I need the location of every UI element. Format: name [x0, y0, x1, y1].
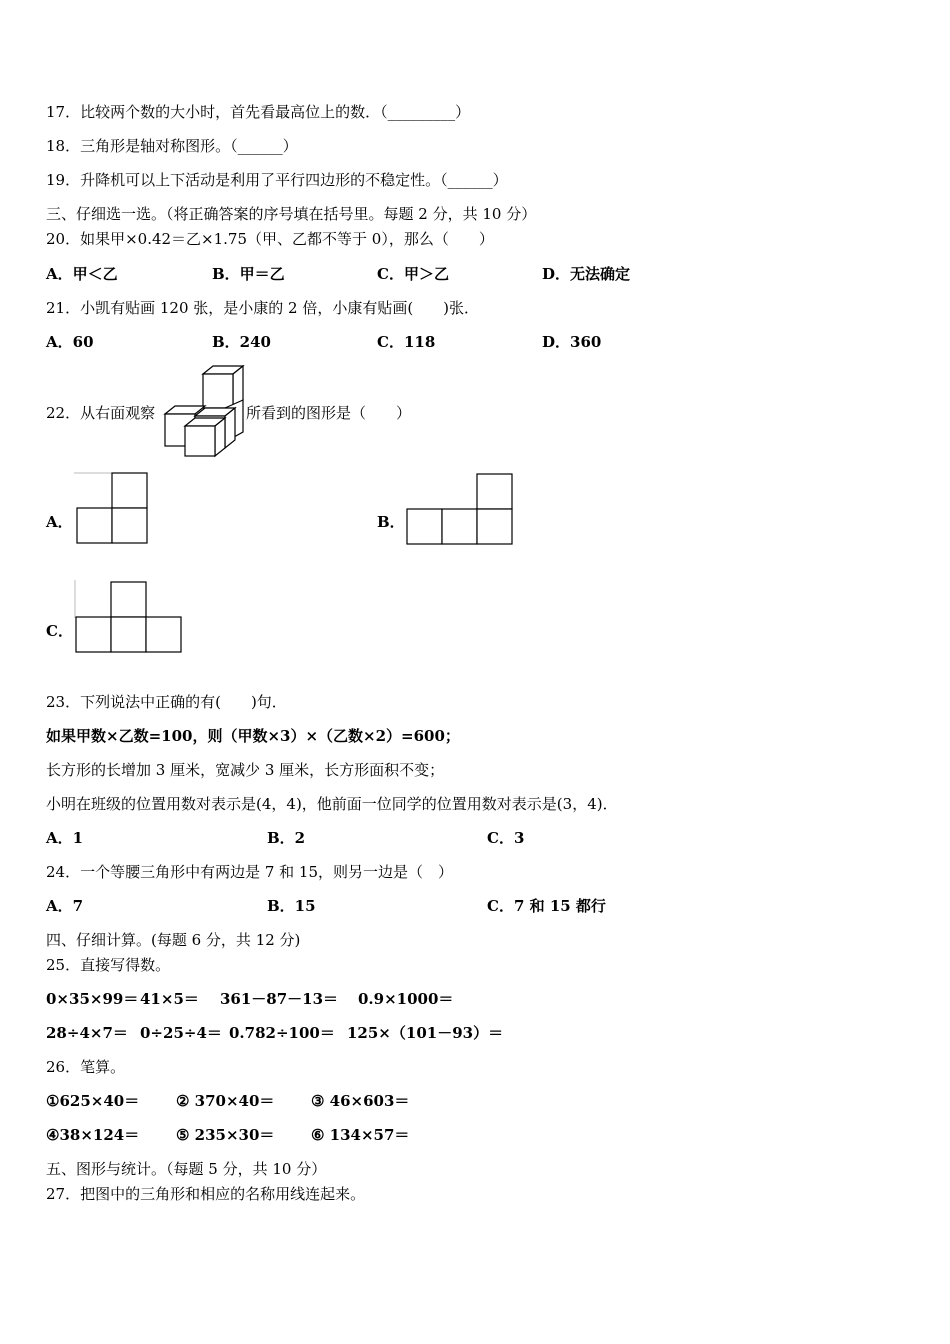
question-22-stem-after: 所看到的图形是（ ）	[246, 404, 412, 422]
question-21-option-a: A．60	[46, 333, 94, 351]
question-20-option-c: C．甲＞乙	[377, 265, 449, 283]
question-22-option-b: B．	[377, 513, 405, 531]
question-23-stem: 23．下列说法中正确的有( )句．	[46, 693, 287, 711]
section-5-heading: 五、图形与统计。（每题 5 分，共 10 分）	[46, 1160, 327, 1178]
written-calc-item: ④38×124＝	[46, 1126, 140, 1144]
written-calc-item: ② 370×40＝	[176, 1092, 275, 1110]
option-c-figure	[74, 580, 186, 656]
question-20-stem: 20．如果甲×0.42＝乙×1.75（甲、乙都不等于 0），那么（ ）	[46, 230, 494, 248]
question-23-statement-1: 如果甲数×乙数=100，则（甲数×3）×（乙数×2）=600；	[46, 727, 460, 745]
question-23-statement-3: 小明在班级的位置用数对表示是(4，4)，他前面一位同学的位置用数对表示是(3，4)．	[46, 795, 618, 813]
written-calc-item: ③ 46×603＝	[311, 1092, 410, 1110]
question-20-option-d: D．无法确定	[542, 265, 631, 283]
calc-item: 125×（101－93）＝	[347, 1024, 504, 1042]
question-24-stem: 24．一个等腰三角形中有两边是 7 和 15，则另一边是（ ）	[46, 863, 454, 881]
cube-front-face	[203, 374, 233, 408]
question-22-option-c: C．	[46, 622, 73, 640]
question-21-stem: 21．小凯有贴画 120 张，是小康的 2 倍，小康有贴画( )张．	[46, 299, 480, 317]
calc-item: 28÷4×7＝	[46, 1024, 128, 1042]
calc-item: 0.9×1000＝	[358, 990, 454, 1008]
calc-item: 41×5＝	[140, 990, 199, 1008]
cube-stack-figure	[163, 364, 247, 458]
section-4-heading: 四、仔细计算。(每题 6 分，共 12 分)	[46, 931, 301, 949]
written-calc-item: ⑤ 235×30＝	[176, 1126, 275, 1144]
question-27: 27．把图中的三角形和相应的名称用线连起来。	[46, 1185, 366, 1203]
question-25-stem: 25．直接写得数。	[46, 956, 171, 974]
question-21-option-b: B．240	[212, 333, 271, 351]
question-20-option-b: B．甲＝乙	[212, 265, 285, 283]
question-23-option-c: C．3	[487, 829, 525, 847]
question-22-stem-before: 22．从右面观察	[46, 404, 156, 422]
question-26-stem: 26．笔算。	[46, 1058, 126, 1076]
question-20-option-a: A．甲＜乙	[46, 265, 118, 283]
question-24-option-a: A．7	[46, 897, 84, 915]
question-19: 19．升降机可以上下活动是利用了平行四边形的不稳定性。（______）	[46, 171, 508, 189]
section-3-heading: 三、仔细选一选。（将正确答案的序号填在括号里。每题 2 分，共 10 分）	[46, 205, 537, 223]
question-21-option-d: D．360	[542, 333, 602, 351]
question-23-option-b: B．2	[267, 829, 306, 847]
question-23-statement-2: 长方形的长增加 3 厘米，宽减少 3 厘米，长方形面积不变；	[46, 761, 445, 779]
calc-item: 0×35×99＝	[46, 990, 139, 1008]
question-24-option-b: B．15	[267, 897, 316, 915]
option-a-figure	[74, 472, 150, 546]
question-21-option-c: C．118	[377, 333, 436, 351]
written-calc-item: ⑥ 134×57＝	[311, 1126, 410, 1144]
question-22-option-a: A．	[46, 513, 73, 531]
option-b-figure	[405, 472, 517, 546]
question-18: 18．三角形是轴对称图形。（______）	[46, 137, 298, 155]
calc-item: 0÷25÷4＝	[140, 1024, 222, 1042]
question-24-option-c: C．7 和 15 都行	[487, 897, 606, 915]
question-17: 17．比较两个数的大小时，首先看最高位上的数．（_________）	[46, 103, 471, 121]
written-calc-item: ①625×40＝	[46, 1092, 140, 1110]
question-23-option-a: A．1	[46, 829, 84, 847]
calc-item: 0.782÷100＝	[229, 1024, 335, 1042]
calc-item: 361－87－13＝	[220, 990, 339, 1008]
